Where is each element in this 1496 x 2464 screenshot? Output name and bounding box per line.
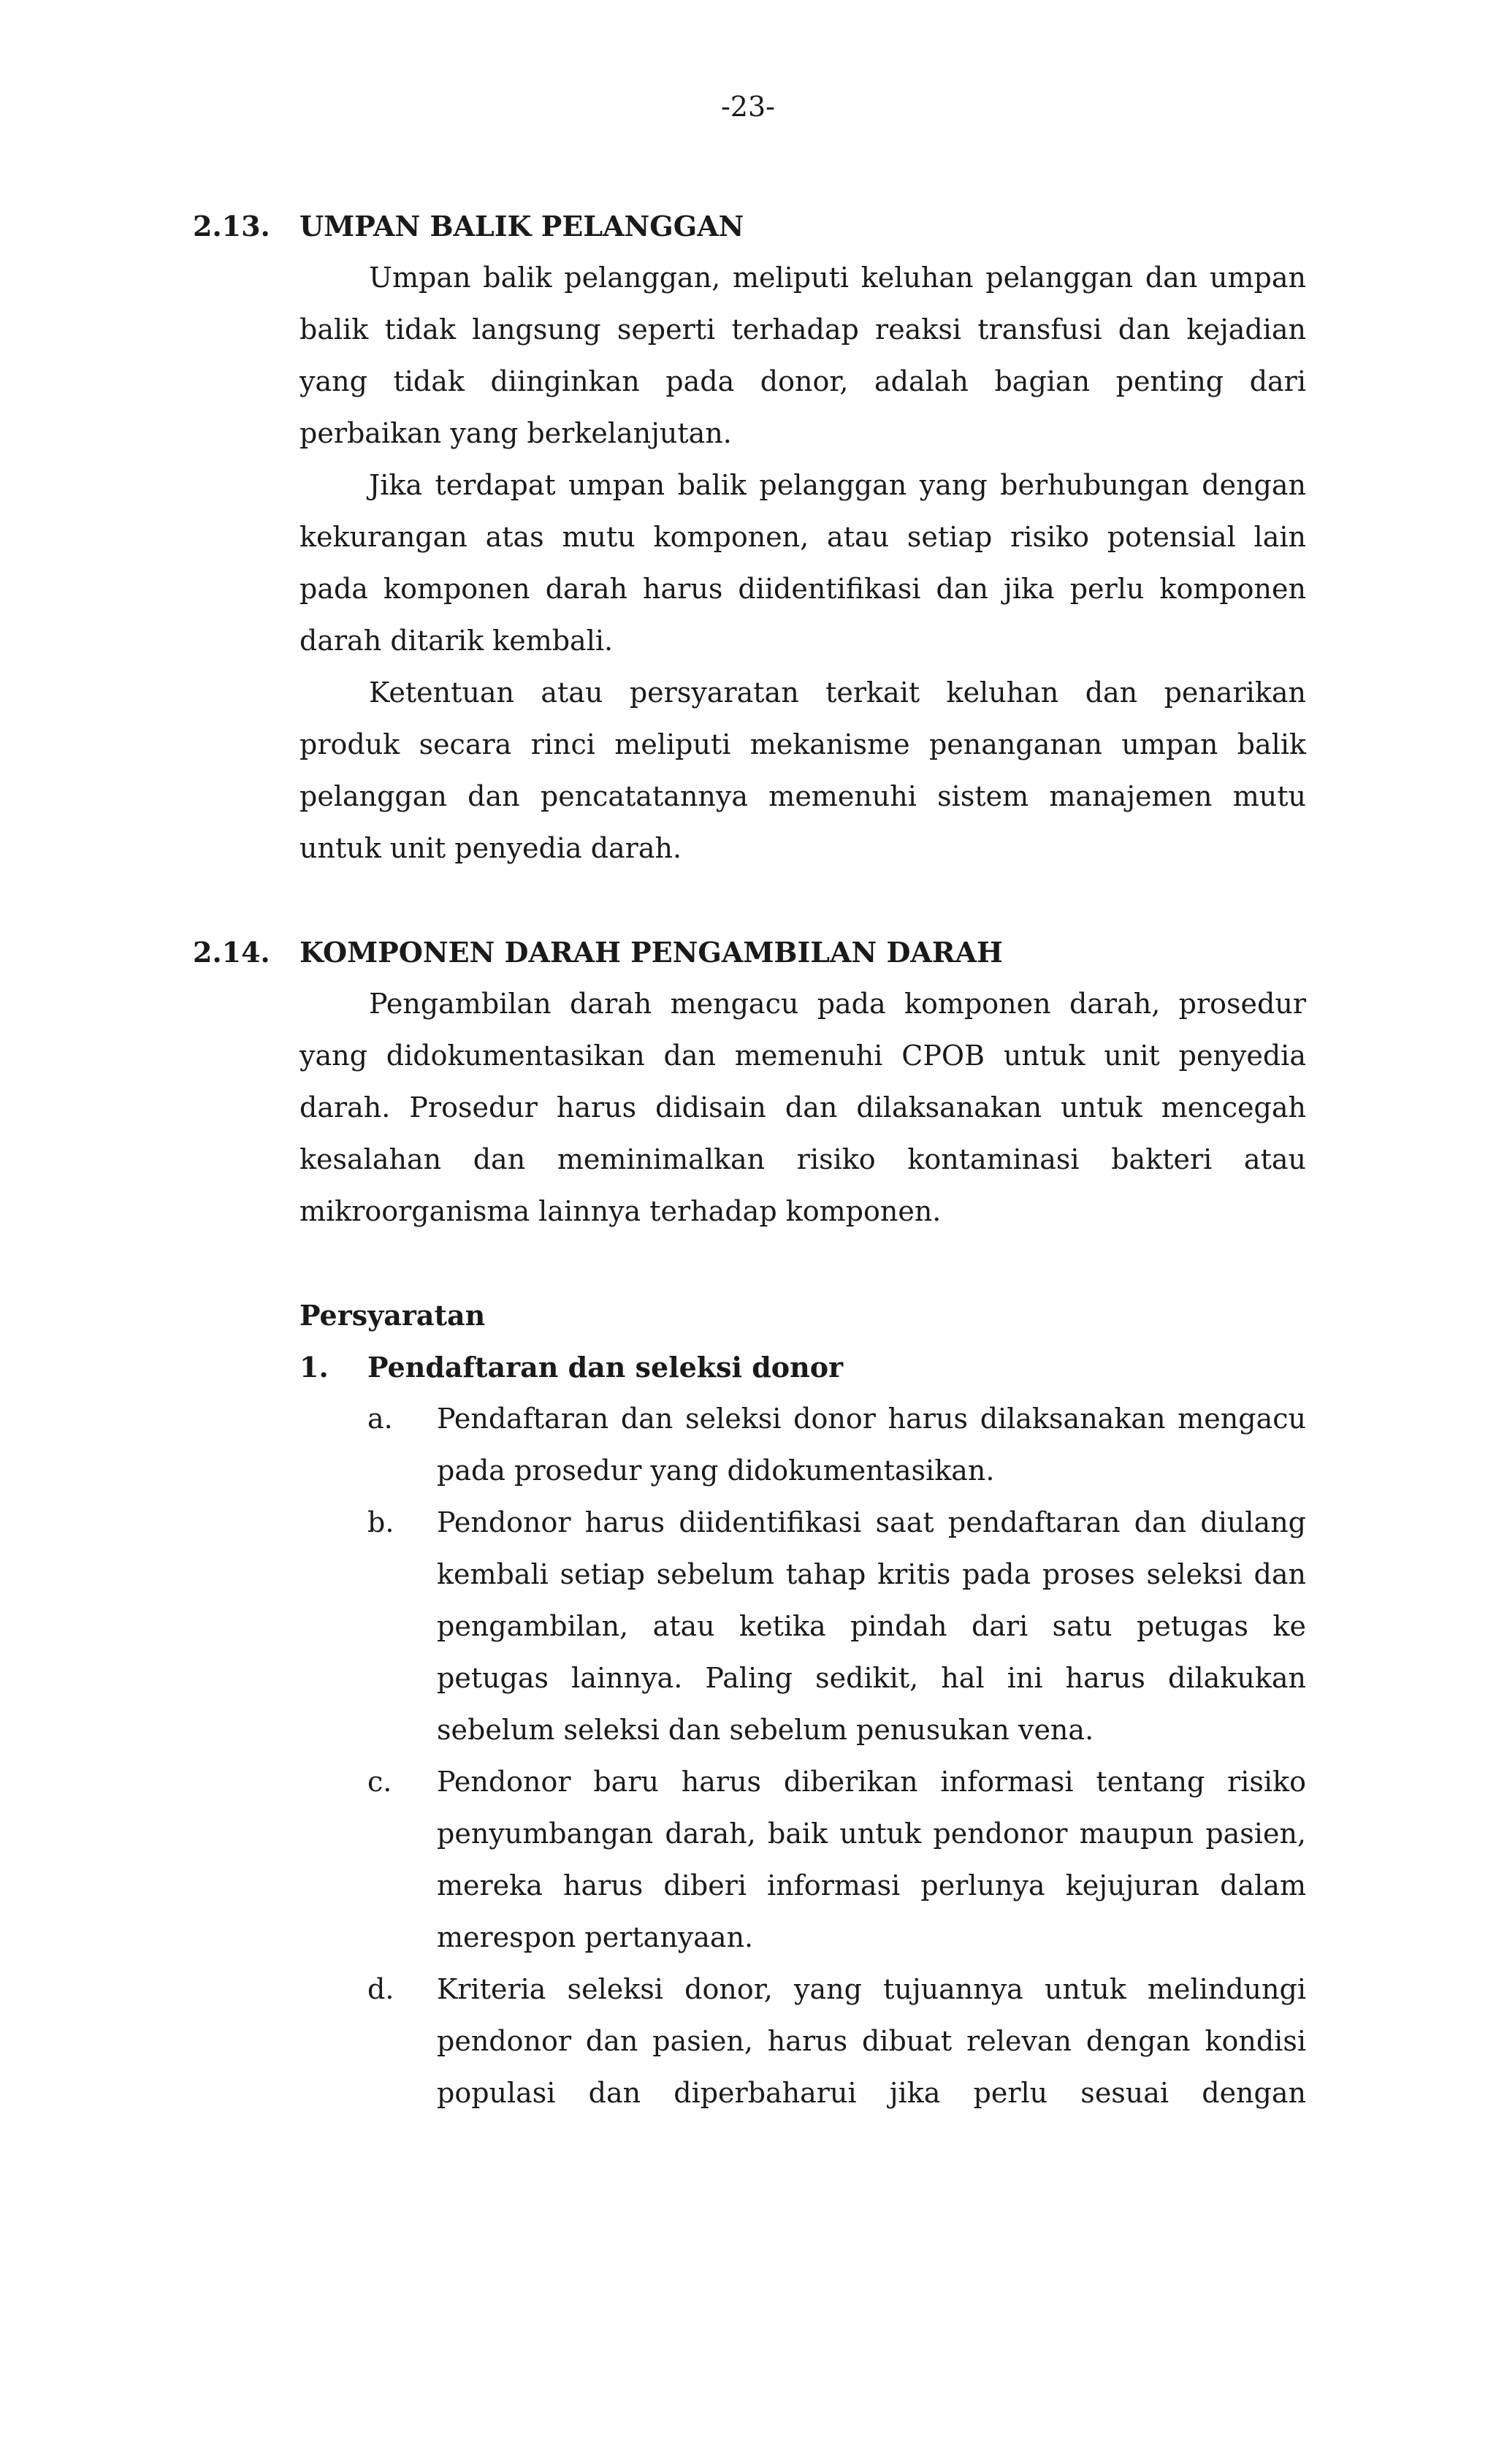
paragraph-text: Ketentuan atau persyaratan terkait keluhan dan penarikan produk secara rinci meliputi mekanisme penanganan umpan balik pelanggan dan pencatatannya memenuhi sistem manajemen mutu untuk unit penyedia darah. — [299, 676, 1306, 864]
section-214-title: KOMPONEN DARAH PENGAMBILAN DARAH — [299, 936, 1003, 969]
paragraph-text: Pengambilan darah mengacu pada komponen darah, prosedur yang didokumentasikan dan memenuhi CPOB untuk unit penyedia darah. Prosedur harus didisain dan dilaksanakan untuk mencegah kesalahan dan meminimalkan risiko kontaminasi bakteri atau mikroorganisma lainnya terhadap komponen. — [299, 988, 1306, 1227]
paragraph-text: Jika terdapat umpan balik pelanggan yang berhubungan dengan kekurangan atas mutu komponen, atau setiap risiko potensial lain pada komponen darah harus diidentifikasi dan jika perlu komponen darah ditarik kembali. — [299, 469, 1306, 657]
section-213-title: UMPAN BALIK PELANGGAN — [299, 210, 744, 243]
section-213-paragraph-3 — [299, 667, 1306, 874]
sub-item-text: Pendonor baru harus diberikan informasi tentang risiko penyumbangan darah, baik untuk pendonor maupun pasien, mereka harus diberi informasi perlunya kejujuran dalam merespon pertanyaan. — [437, 1766, 1306, 1953]
sub-item-letter: d. — [367, 1973, 394, 2005]
sub-item-letter: c. — [367, 1766, 392, 1798]
section-214-number: 2.14. — [193, 936, 270, 969]
paragraph-text: Umpan balik pelanggan, meliputi keluhan pelanggan dan umpan balik tidak langsung seperti terhadap reaksi transfusi dan kejadian yang tidak diinginkan pada donor, adalah bagian penting dari perbaikan yang berkelanjutan. — [299, 262, 1306, 449]
sub-item-text: Pendonor harus diidentifikasi saat pendaftaran dan diulang kembali setiap sebelum tahap kritis pada proses seleksi dan pengambilan, atau ketika pindah dari satu petugas ke petugas lainnya. Paling sedikit, hal ini harus dilakukan sebelum seleksi dan sebelum penusukan vena. — [437, 1506, 1306, 1746]
requirement-item-title: Pendaftaran dan seleksi donor — [367, 1351, 844, 1384]
section-213-paragraph-2 — [299, 459, 1306, 667]
requirement-item-number: 1. — [299, 1351, 329, 1384]
section-213-number: 2.13. — [193, 210, 270, 243]
sub-item-letter: a. — [367, 1403, 393, 1435]
page-number: -23- — [720, 91, 776, 123]
sub-item-text: Pendaftaran dan seleksi donor harus dilaksanakan mengacu pada prosedur yang didokumentasikan. — [437, 1403, 1306, 1487]
sub-item-letter: b. — [367, 1506, 394, 1538]
section-214-paragraph — [299, 978, 1306, 1237]
section-213-paragraph-1 — [299, 252, 1306, 459]
sub-item-text: Kriteria seleksi donor, yang tujuannya untuk melindungi pendonor dan pasien, harus dibuat relevan dengan kondisi populasi dan diperbaharui jika perlu sesuai dengan — [437, 1973, 1306, 2109]
requirements-heading: Persyaratan — [299, 1299, 486, 1332]
